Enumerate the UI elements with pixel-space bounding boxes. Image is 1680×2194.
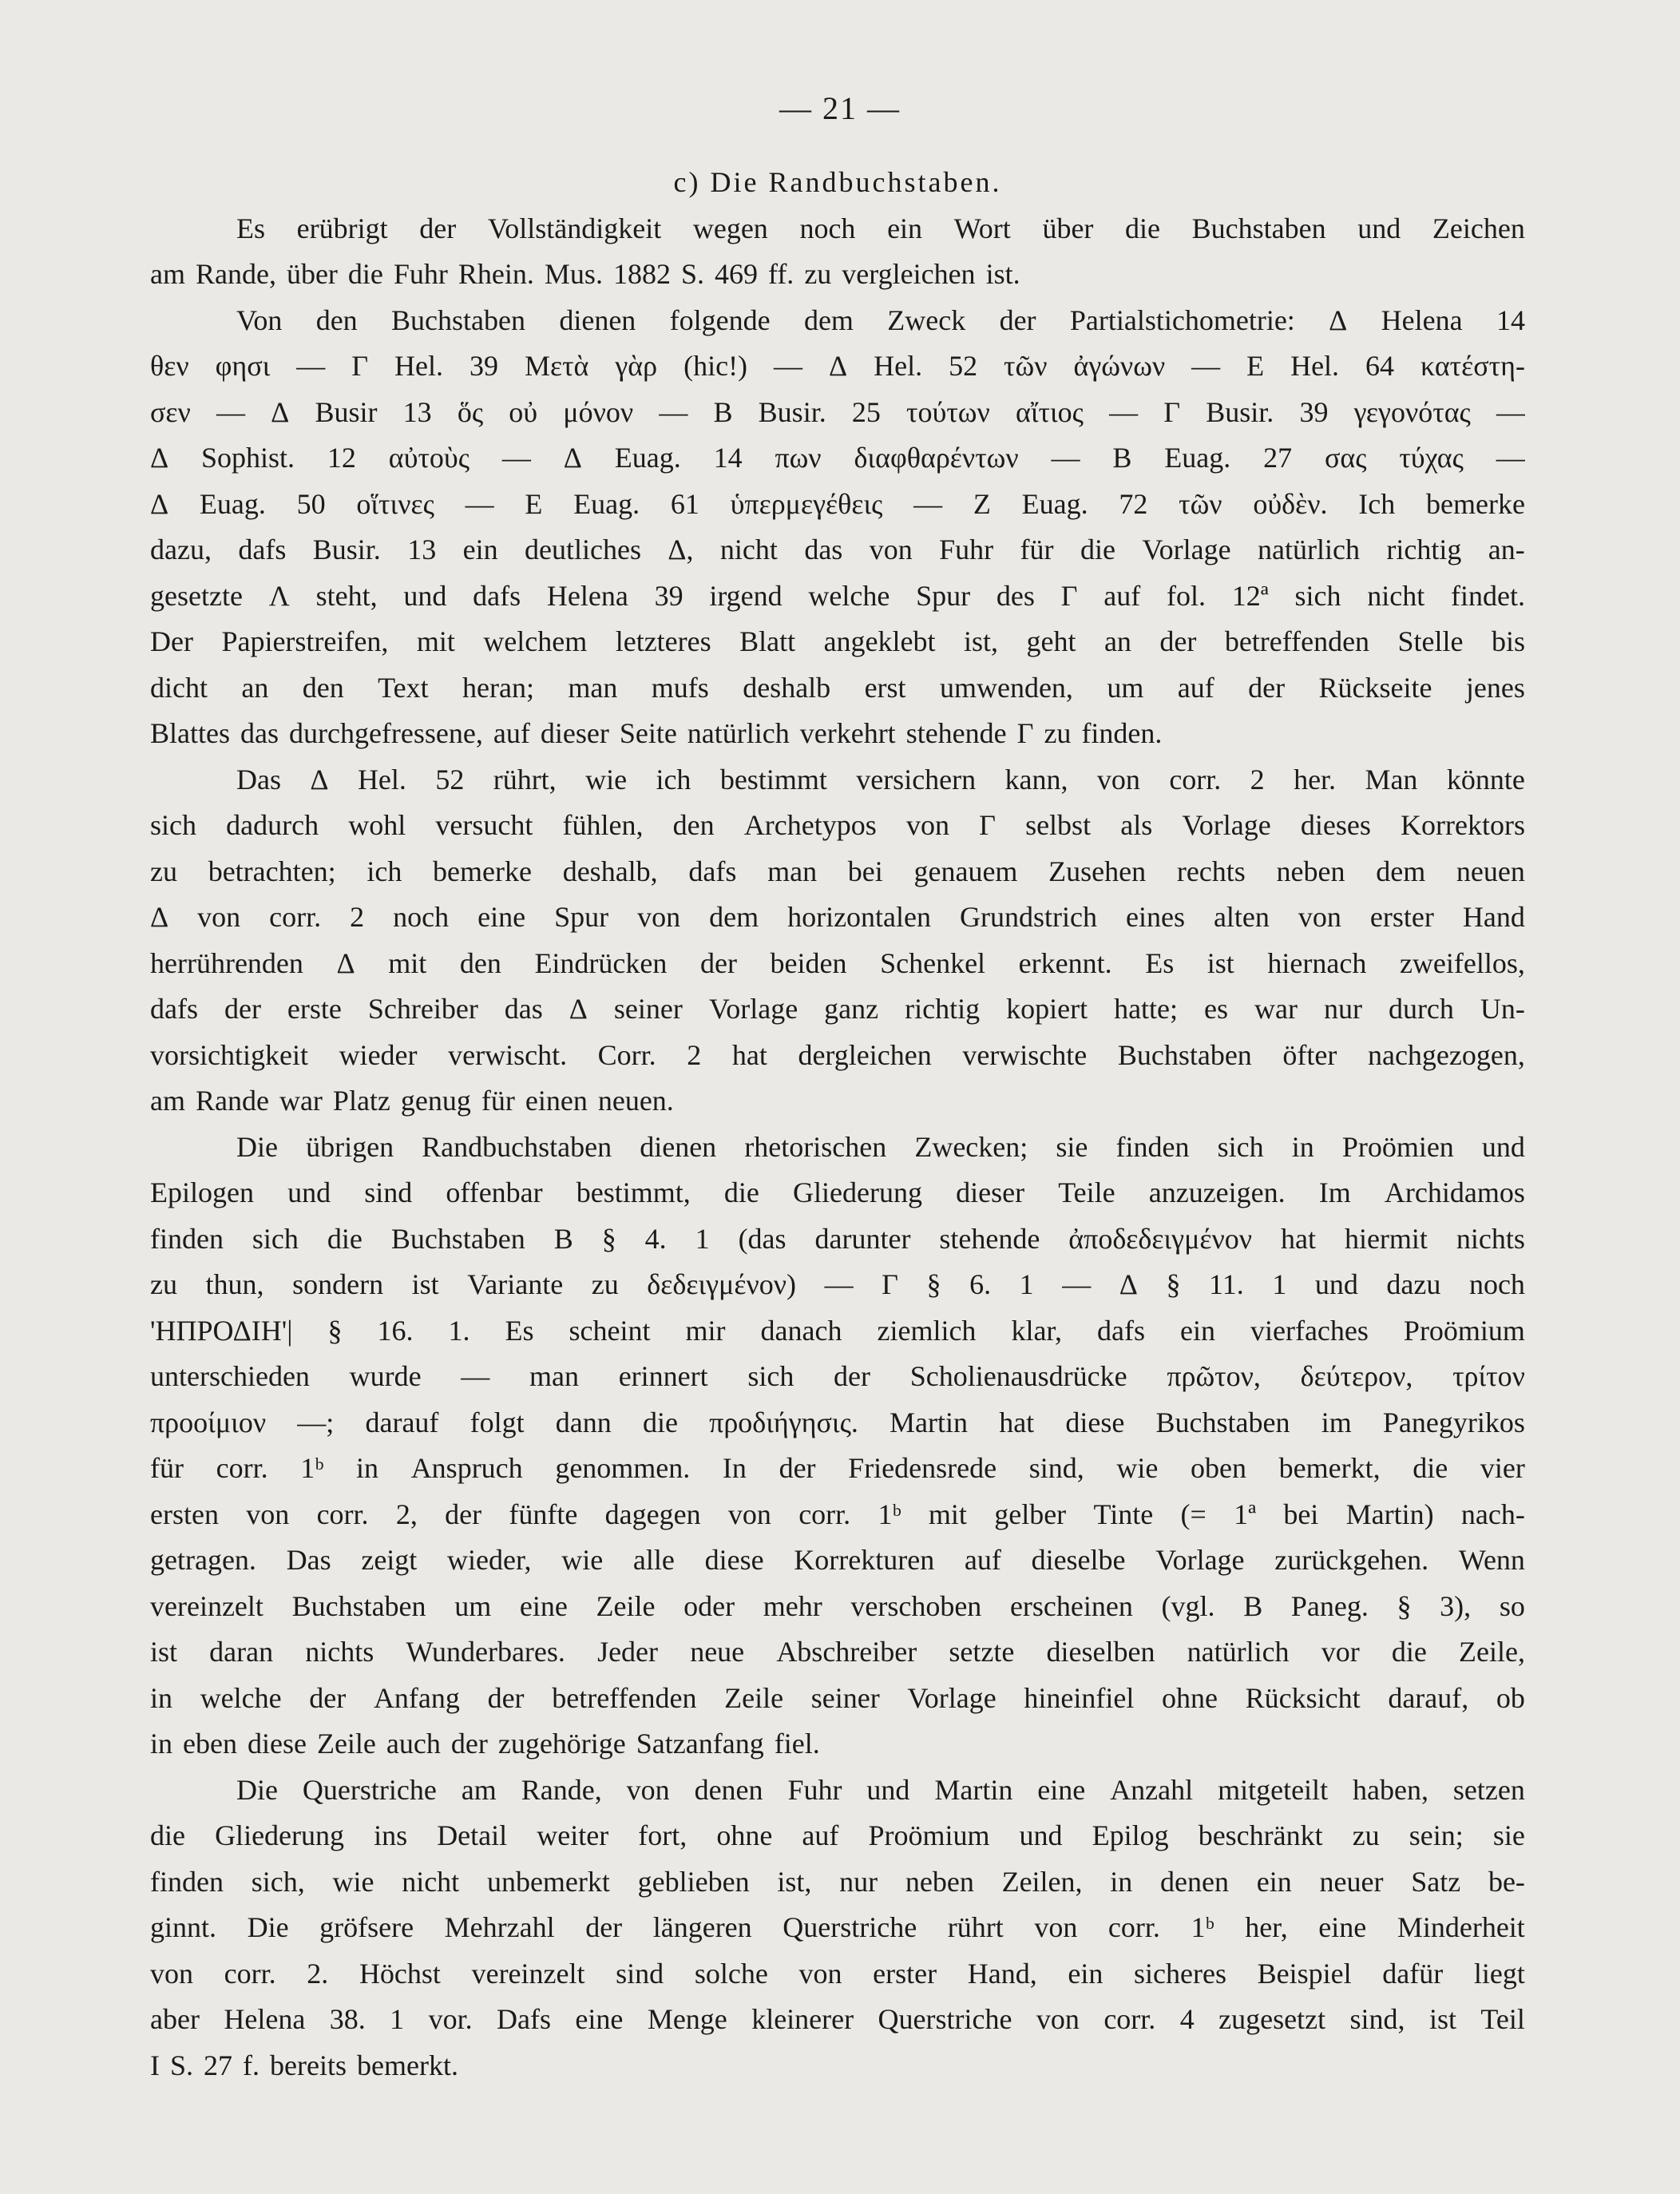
text-line: für corr. 1ᵇ in Anspruch genommen. In der Friedensrede sind, wie oben bemerkt, die vier	[150, 1452, 1525, 1484]
text-line: zu thun, sondern ist Variante zu δεδειγμένον) — Γ § 6. 1 — Δ § 11. 1 und dazu noch	[150, 1268, 1525, 1300]
text-line: zu betrachten; ich bemerke deshalb, dafs man bei genauem Zusehen rechts neben dem neuen	[150, 855, 1525, 887]
text-line: Es erübrigt der Vollständigkeit wegen noch ein Wort über die Buchstaben und Zeichen	[236, 212, 1525, 244]
text-line: gesetzte Λ steht, und dafs Helena 39 irgend welche Spur des Γ auf fol. 12ª sich nicht findet.	[150, 579, 1525, 612]
text-line: die Gliederung ins Detail weiter fort, ohne auf Proömium und Epilog beschränkt zu sein; sie	[150, 1819, 1525, 1851]
text-line: von corr. 2. Höchst vereinzelt sind solche von erster Hand, ein sicheres Beispiel dafür liegt	[150, 1957, 1525, 1990]
text-line: Δ von corr. 2 noch eine Spur von dem horizontalen Grundstrich eines alten von erster Hand	[150, 901, 1525, 933]
page-number: — 21 —	[779, 90, 901, 126]
text-line: herrührenden Δ mit den Eindrücken der beiden Schenkel erkennt. Es ist hiernach zweifellos,	[150, 946, 1525, 979]
text-line: in eben diese Zeile auch der zugehörige Satzanfang fiel.	[150, 1728, 820, 1760]
text-line: in welche der Anfang der betreffenden Zeile seiner Vorlage hineinfiel ohne Rücksicht darauf, ob	[150, 1681, 1525, 1714]
text-line: sich dadurch wohl versucht fühlen, den Archetypos von Γ selbst als Vorlage dieses Korrektors	[150, 809, 1525, 841]
text-line: 'ΗΠΡΟΔΙΗ'| § 16. 1. Es scheint mir danach ziemlich klar, dafs ein vierfaches Proömium	[150, 1314, 1525, 1347]
text-line: unterschieden wurde — man erinnert sich der Scholienausdrücke πρῶτον, δεύτερον, τρίτον	[150, 1360, 1525, 1392]
text-line: aber Helena 38. 1 vor. Dafs eine Menge kleinerer Querstriche von corr. 4 zugesetzt sind, ist Teil	[150, 2003, 1525, 2035]
text-line: Die übrigen Randbuchstaben dienen rhetorischen Zwecken; sie finden sich in Proömien und	[236, 1130, 1525, 1163]
text-block	[150, 160, 1525, 2089]
text-line: ist daran nichts Wunderbares. Jeder neue Abschreiber setzte dieselben natürlich vor die Zeile,	[150, 1636, 1525, 1668]
text-line: dazu, dafs Busir. 13 ein deutliches Δ, nicht das von Fuhr für die Vorlage natürlich richtig an-	[150, 534, 1525, 565]
text-line: am Rande, über die Fuhr Rhein. Mus. 1882 S. 469 ff. zu vergleichen ist.	[150, 258, 1020, 290]
text-line: προοίμιον —; darauf folgt dann die προδιήγησις. Martin hat diese Buchstaben im Panegyrikos	[150, 1406, 1525, 1438]
text-line: getragen. Das zeigt wieder, wie alle diese Korrekturen auf dieselbe Vorlage zurückgehen. Wenn	[150, 1544, 1525, 1576]
text-line: dicht an den Text heran; man mufs deshalb erst umwenden, um auf der Rückseite jenes	[150, 671, 1525, 704]
text-line: ersten von corr. 2, der fünfte dagegen von corr. 1ᵇ mit gelber Tinte (= 1ª bei Martin) nach-	[150, 1498, 1525, 1530]
text-line: ginnt. Die gröfsere Mehrzahl der längeren Querstriche rührt von corr. 1ᵇ her, eine Minderheit	[150, 1911, 1525, 1943]
text-line: Δ Sophist. 12 αὐτοὺς — Δ Euag. 14 πων διαφθαρέντων — Β Euag. 27 σας τύχας —	[150, 442, 1525, 474]
text-line: σεν — Δ Busir 13 ὅς οὐ μόνον — Β Busir. 25 τούτων αἴτιος — Γ Busir. 39 γεγονότας —	[150, 395, 1525, 428]
text-line: Δ Euag. 50 οἵτινες — Ε Euag. 61 ὑπερμεγέθεις — Ζ Euag. 72 τῶν οὐδὲν. Ich bemerke	[150, 487, 1525, 520]
text-line: vorsichtigkeit wieder verwischt. Corr. 2 hat dergleichen verwischte Buchstaben öfter nachgezogen,	[150, 1038, 1525, 1071]
text-line: Von den Buchstaben dienen folgende dem Zweck der Partialstichometrie: Δ Helena 14	[236, 304, 1525, 336]
section-heading: c) Die Randbuchstaben.	[673, 166, 1002, 198]
text-line: dafs der erste Schreiber das Δ seiner Vorlage ganz richtig kopiert hatte; es war nur durch Un-	[150, 993, 1525, 1025]
text-line: Der Papierstreifen, mit welchem letzteres Blatt angeklebt ist, geht an der betreffenden Stelle bis	[150, 625, 1525, 657]
text-line: am Rande war Platz genug für einen neuen.	[150, 1085, 674, 1117]
text-line: Das Δ Hel. 52 rührt, wie ich bestimmt versichern kann, von corr. 2 her. Man könnte	[236, 763, 1525, 795]
text-line: I S. 27 f. bereits bemerkt.	[150, 2049, 458, 2081]
text-line: θεν φησι — Γ Hel. 39 Μετὰ γὰρ (hic!) — Δ Hel. 52 τῶν ἀγώνων — Ε Hel. 64 κατέστη-	[150, 350, 1525, 382]
text-line: Epilogen und sind offenbar bestimmt, die Gliederung dieser Teile anzuzeigen. Im Archidamos	[150, 1176, 1525, 1208]
text-line: vereinzelt Buchstaben um eine Zeile oder mehr verschoben erscheinen (vgl. Β Paneg. § 3), so	[150, 1589, 1525, 1622]
text-line: Die Querstriche am Rande, von denen Fuhr und Martin eine Anzahl mitgeteilt haben, setzen	[236, 1773, 1525, 1806]
text-line: finden sich die Buchstaben Β § 4. 1 (das darunter stehende ἀποδεδειγμένον hat hiermit nichts	[150, 1222, 1525, 1255]
text-line: finden sich, wie nicht unbemerkt geblieben ist, nur neben Zeilen, in denen ein neuer Satz be-	[150, 1865, 1525, 1898]
text-line: Blattes das durchgefressene, auf dieser Seite natürlich verkehrt stehende Γ zu finden.	[150, 717, 1163, 749]
